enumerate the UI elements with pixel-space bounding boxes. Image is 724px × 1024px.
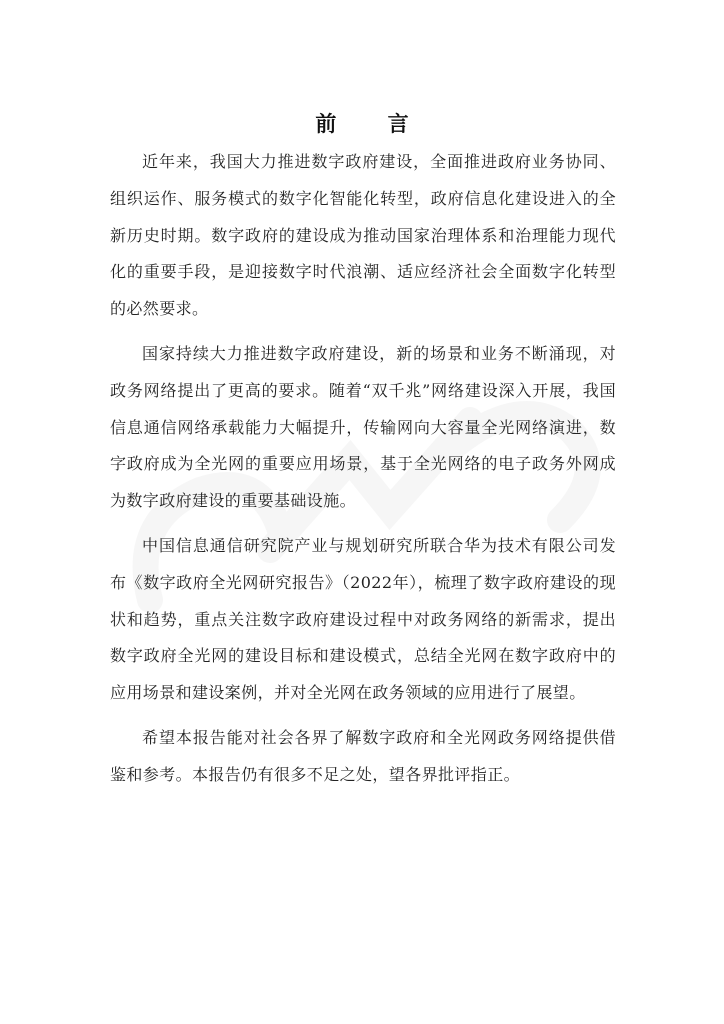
page-title: 前 言 [315,111,431,136]
paragraph-intro: 近年来，我国大力推进数字政府建设，全面推进政府业务协同、组织运作、服务模式的数字化智能化转型，政府信息化建设进入的全新历史时期。数字政府的建设成为推动国家治理体系和治理能力现代化的重要手段，是迎接数字时代浪潮、适应经济社会全面数字化转型的必然要求。 [110,152,616,319]
paragraph-network-demand: 国家持续大力推进数字政府建设，新的场景和业务不断涌现，对政务网络提出了更高的要求。随着“双千兆”网络建设深入开展，我国信息通信网络承载能力大幅提升，传输网向大容量全光网络演进，数字政府成为全光网的重要应用场景，基于全光网络的电子政务外网成为数字政府建设的重要基础设施。 [110,343,616,511]
paragraph-report-summary: 中国信息通信研究院产业与规划研究所联合华为技术有限公司发布《数字政府全光网研究报告》（2022年），梳理了数字政府建设的现状和趋势，重点关注数字政府建设过程中对政务网络的新需求，提出数字政府全光网的建设目标和建设模式，总结全光网在数字政府中的应用场景和建设案例，并对全光网在政务领域的应用进行了展望。 [110,535,616,703]
document-body [110,144,616,802]
paragraph-closing: 希望本报告能对社会各界了解数字政府和全光网政务网络提供借鉴和参考。本报告仍有很多不足之处，望各界批评指正。 [110,727,616,784]
